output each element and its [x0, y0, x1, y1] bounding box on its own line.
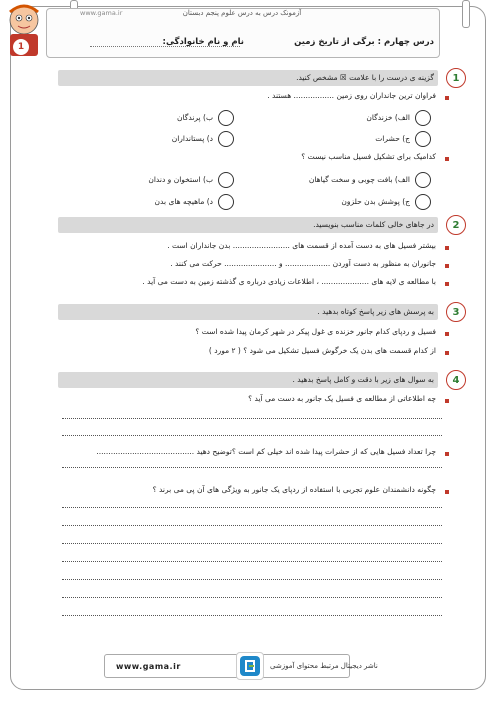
header-top-text: آزمونک درس به درس علوم پنجم دبستان [182, 9, 302, 17]
page-number: 1 [12, 38, 30, 56]
option-checkbox[interactable] [415, 194, 431, 210]
section-1-header: گزینه ی درست را با علامت ☒ مشخص کنید. [58, 70, 438, 86]
bullet-icon [445, 332, 449, 336]
answer-line[interactable] [62, 579, 442, 580]
bullet-icon [445, 282, 449, 286]
answer-line[interactable] [62, 507, 442, 508]
binder-clip [462, 0, 470, 28]
section-1-badge: 1 [446, 68, 466, 88]
name-blank[interactable] [90, 46, 240, 47]
answer-line[interactable] [62, 561, 442, 562]
question-1-1: فراوان ترین جانداران روی زمین ................. هستند . [267, 91, 436, 100]
bullet-icon [445, 264, 449, 268]
option-checkbox[interactable] [415, 110, 431, 126]
footer-url[interactable]: www.gama.ir [116, 662, 181, 671]
option-checkbox[interactable] [218, 131, 234, 147]
option-checkbox[interactable] [415, 172, 431, 188]
bullet-icon [445, 157, 449, 161]
question-1-2: کدامیک برای تشکیل فسیل مناسب نیست ؟ [301, 152, 436, 161]
option-label: ج) پوشش بدن حلزون [341, 197, 410, 206]
bullet-icon [445, 399, 449, 403]
answer-line[interactable] [62, 597, 442, 598]
fill-blank-2[interactable]: جانوران به منظور به دست آوردن ................... و ...................... حرکت می کنند . [170, 259, 436, 268]
header-site-url: www.gama.ir [80, 9, 123, 17]
bullet-icon [445, 246, 449, 250]
answer-line[interactable] [62, 543, 442, 544]
bullet-icon [445, 96, 449, 100]
lesson-title: درس چهارم : برگی از تاریخ زمین [294, 37, 434, 47]
option-label: الف) بافت چوبی و سخت گیاهان [308, 175, 410, 184]
bullet-icon [445, 351, 449, 355]
section-4-badge: 4 [446, 370, 466, 390]
bullet-icon [445, 452, 449, 456]
option-checkbox[interactable] [218, 110, 234, 126]
fill-blank-1[interactable]: بیشتر فسیل های به دست آمده از قسمت های ........................ بدن جانداران است . [167, 241, 436, 250]
section-2-badge: 2 [446, 215, 466, 235]
gama-logo-icon [236, 652, 264, 680]
option-label: ب) پرندگان [177, 113, 213, 122]
section-4-header: به سوال های زیر با دقت و کامل پاسخ بدهید . [58, 372, 438, 388]
answer-line[interactable] [62, 525, 442, 526]
option-checkbox[interactable] [218, 172, 234, 188]
long-question-2: چرا تعداد فسیل هایی که از حشرات پیدا شده اند خیلی کم است ؟توضیح دهید ......................................... [96, 447, 436, 456]
answer-line[interactable] [62, 467, 442, 468]
fill-blank-3[interactable]: با مطالعه ی لایه های .................... ، اطلاعات زیادی درباره ی گذشته زمین به دست می آید . [142, 277, 436, 286]
section-3-header: به پرسش های زیر پاسخ کوتاه بدهید . [58, 304, 438, 320]
section-2-header: در جاهای خالی کلمات مناسب بنویسید. [58, 217, 438, 233]
option-checkbox[interactable] [415, 131, 431, 147]
long-question-3: چگونه دانشمندان علوم تجربی با استفاده از ردپای یک جانور به ویژگی های آن پی می برند ؟ [152, 485, 436, 494]
option-label: ج) حشرات [375, 134, 410, 143]
footer-publisher: ناشر دیجیتال مرتبط محتوای آموزشی [270, 662, 378, 670]
name-label: نام و نام خانوادگی: [162, 37, 244, 47]
long-question-1: چه اطلاعاتی از مطالعه ی فسیل یک جانور به دست می آید ؟ [248, 394, 436, 403]
option-label: د) پستانداران [171, 134, 213, 143]
answer-line[interactable] [62, 615, 442, 616]
option-label: الف) خزندگان [366, 113, 410, 122]
bullet-icon [445, 490, 449, 494]
option-label: ب) استخوان و دندان [148, 175, 213, 184]
answer-line[interactable] [62, 435, 442, 436]
section-3-badge: 3 [446, 302, 466, 322]
short-question-2: از کدام قسمت های بدن یک خرگوش فسیل تشکیل می شود ؟ ( ۲ مورد ) [208, 346, 436, 355]
answer-line[interactable] [62, 418, 442, 419]
short-question-1: فسیل و ردپای کدام جانور خزنده ی غول پیکر در شهر کرمان پیدا شده است ؟ [195, 327, 436, 336]
option-label: د) ماهیچه های بدن [154, 197, 213, 206]
option-checkbox[interactable] [218, 194, 234, 210]
